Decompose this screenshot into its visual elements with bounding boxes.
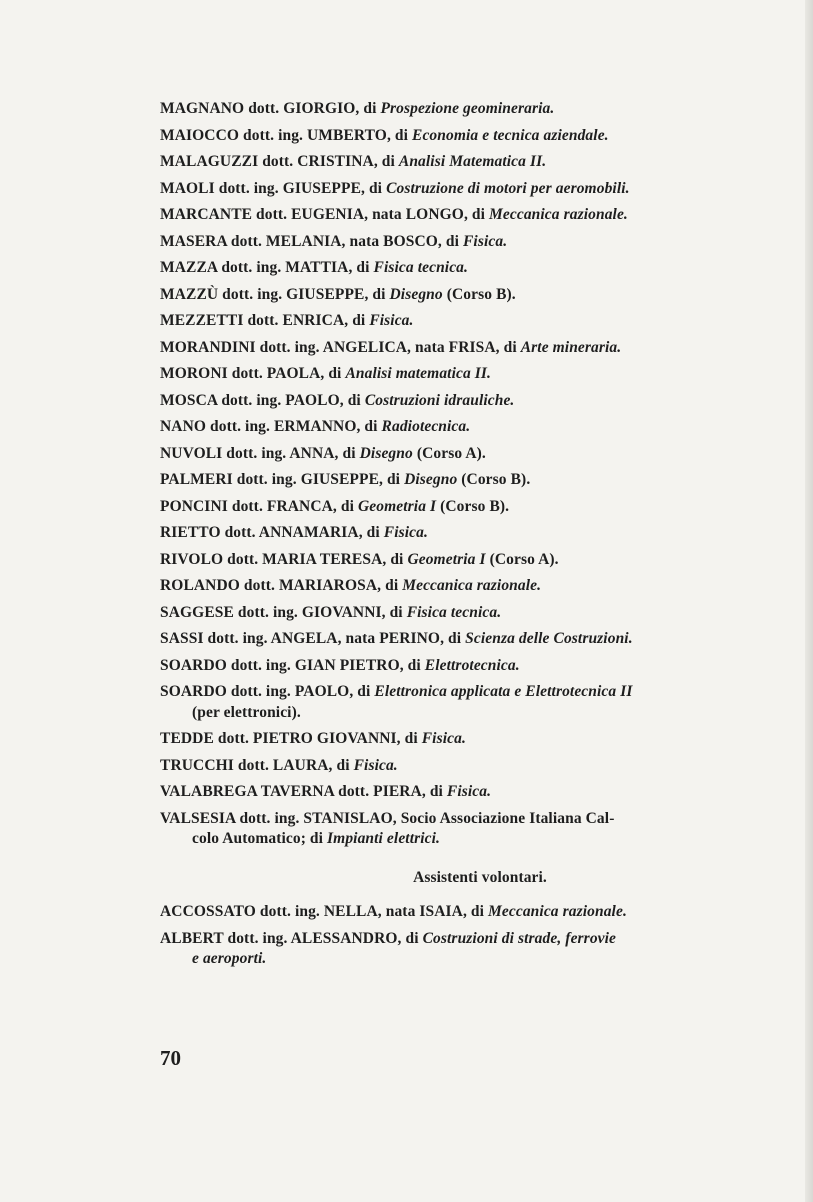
course-section: (Corso A). (485, 550, 559, 568)
course-subject: Fisica. (383, 524, 428, 541)
course-section: (Corso B). (442, 285, 516, 303)
list-item (160, 899, 760, 926)
person-name: VALABREGA TAVERNA dott. PIERA, di (160, 783, 447, 800)
continuation-text: colo Automatico; di (192, 830, 328, 847)
course-subject: Disegno (359, 444, 413, 462)
course-subject: Fisica. (369, 312, 414, 329)
person-name: MORANDINI dott. ing. ANGELICA, nata FRISA, di (160, 338, 521, 356)
person-name: MAGNANO dott. GIORGIO, di (160, 100, 381, 117)
person-name: MAOLI dott. ing. GIUSEPPE, di (160, 179, 387, 197)
list-item (160, 229, 760, 256)
course-section: (Corso B). (436, 497, 510, 515)
person-name: MAZZA dott. ing. MATTIA, di (160, 259, 374, 276)
course-subject: Elettrotecnica. (424, 656, 520, 674)
list-item (160, 176, 760, 203)
person-name: PONCINI dott. FRANCA, di (160, 497, 358, 515)
person-name: ALBERT dott. ing. ALESSANDRO, di (160, 929, 423, 947)
course-subject: Fisica tecnica. (373, 259, 469, 276)
list-item (160, 149, 760, 176)
person-name: MALAGUZZI dott. CRISTINA, di (160, 153, 399, 170)
course-subject: Fisica. (446, 783, 492, 800)
person-name: TEDDE dott. PIETRO GIOVANNI, di (160, 730, 422, 747)
person-name: PALMERI dott. ing. GIUSEPPE, di (160, 471, 405, 488)
list-item (160, 753, 760, 780)
course-subject: Geometria I (407, 550, 486, 568)
list-item (160, 388, 760, 415)
course-subject: Prospezione geomineraria. (380, 100, 555, 117)
list-item (160, 123, 760, 150)
course-subject: Radiotecnica. (381, 418, 471, 435)
list-item (160, 202, 760, 229)
list-item (160, 467, 760, 494)
person-name: ACCOSSATO dott. ing. NELLA, nata ISAIA, di (160, 903, 489, 920)
list-item (160, 255, 760, 282)
list-item (160, 779, 760, 806)
course-subject: Costruzioni di strade, ferrovie (422, 929, 617, 947)
person-name: SOARDO dott. ing. GIAN PIETRO, di (160, 656, 425, 674)
assistants-list (160, 96, 760, 853)
person-name: MARCANTE dott. EUGENIA, nata LONGO, di (160, 206, 489, 223)
person-name: MAZZÙ dott. ing. GIUSEPPE, di (160, 285, 390, 303)
list-item (160, 573, 760, 600)
person-name: MEZZETTI dott. ENRICA, di (160, 312, 370, 329)
person-name: NUVOLI dott. ing. ANNA, di (160, 444, 360, 462)
course-subject: Fisica. (353, 756, 398, 774)
person-name: RIVOLO dott. MARIA TERESA, di (160, 550, 408, 568)
course-subject: Elettronica applicata e Elettrotecnica II (374, 683, 633, 700)
course-subject: Geometria I (357, 497, 437, 515)
course-subject: Analisi Matematica II. (398, 153, 547, 170)
list-item (160, 520, 760, 547)
course-subject: Analisi matematica II. (345, 365, 492, 382)
course-subject: Fisica tecnica. (406, 603, 502, 621)
person-name: NANO dott. ing. ERMANNO, di (160, 418, 382, 435)
continuation-text: (per elettronici). (192, 703, 301, 721)
course-subject: Disegno (389, 285, 443, 303)
list-item (160, 414, 760, 441)
course-subject: Fisica. (462, 232, 508, 250)
list-item (160, 361, 760, 388)
list-item (160, 96, 760, 123)
course-subject: Economia e tecnica aziendale. (412, 126, 609, 144)
section-title: Assistenti volontari. (413, 868, 547, 886)
list-item (160, 600, 760, 627)
volunteer-assistants-list (160, 899, 760, 973)
course-subject: Costruzione di motori per aeromobili. (386, 179, 630, 197)
list-item (160, 653, 760, 680)
list-item (160, 308, 760, 335)
list-item (160, 494, 760, 521)
person-name: SAGGESE dott. ing. GIOVANNI, di (160, 603, 407, 621)
person-name: RIETTO dott. ANNAMARIA, di (160, 524, 384, 541)
course-subject: Meccanica razionale. (402, 577, 542, 594)
staff-list (160, 96, 760, 973)
course-subject: Disegno (404, 471, 458, 488)
continuation-subject: Impianti elettrici. (327, 830, 441, 847)
course-subject: Arte mineraria. (520, 338, 622, 356)
person-name: MASERA dott. MELANIA, nata BOSCO, di (160, 232, 463, 250)
page-number: 70 (160, 1046, 181, 1070)
course-section: (Corso A). (412, 444, 486, 462)
person-name: SOARDO dott. ing. PAOLO, di (160, 683, 375, 700)
person-name: MAIOCCO dott. ing. UMBERTO, di (160, 126, 413, 144)
continuation-subject: e aeroporti. (192, 950, 267, 967)
course-subject: Meccanica razionale. (489, 206, 628, 223)
person-name: SASSI dott. ing. ANGELA, nata PERINO, di (160, 630, 466, 647)
list-item (160, 726, 760, 753)
course-section: (Corso B). (457, 471, 531, 488)
list-item (160, 441, 760, 468)
course-subject: Scienza delle Costruzioni. (465, 630, 633, 647)
list-item (160, 547, 760, 574)
list-item (160, 626, 760, 653)
list-item (160, 282, 760, 309)
person-name: ROLANDO dott. MARIAROSA, di (160, 577, 403, 594)
course-subject: Costruzioni idrauliche. (364, 391, 515, 409)
list-item (160, 335, 760, 362)
person-name: MOSCA dott. ing. PAOLO, di (160, 391, 365, 409)
course-subject: Fisica. (421, 730, 466, 747)
person-name: TRUCCHI dott. LAURA, di (160, 756, 354, 774)
person-name: VALSESIA dott. ing. STANISLAO, Socio Associazione Italiana Cal- (160, 809, 615, 827)
course-subject: Meccanica razionale. (488, 903, 627, 920)
page-edge-shadow (805, 0, 813, 1202)
person-name: MORONI dott. PAOLA, di (160, 365, 346, 382)
